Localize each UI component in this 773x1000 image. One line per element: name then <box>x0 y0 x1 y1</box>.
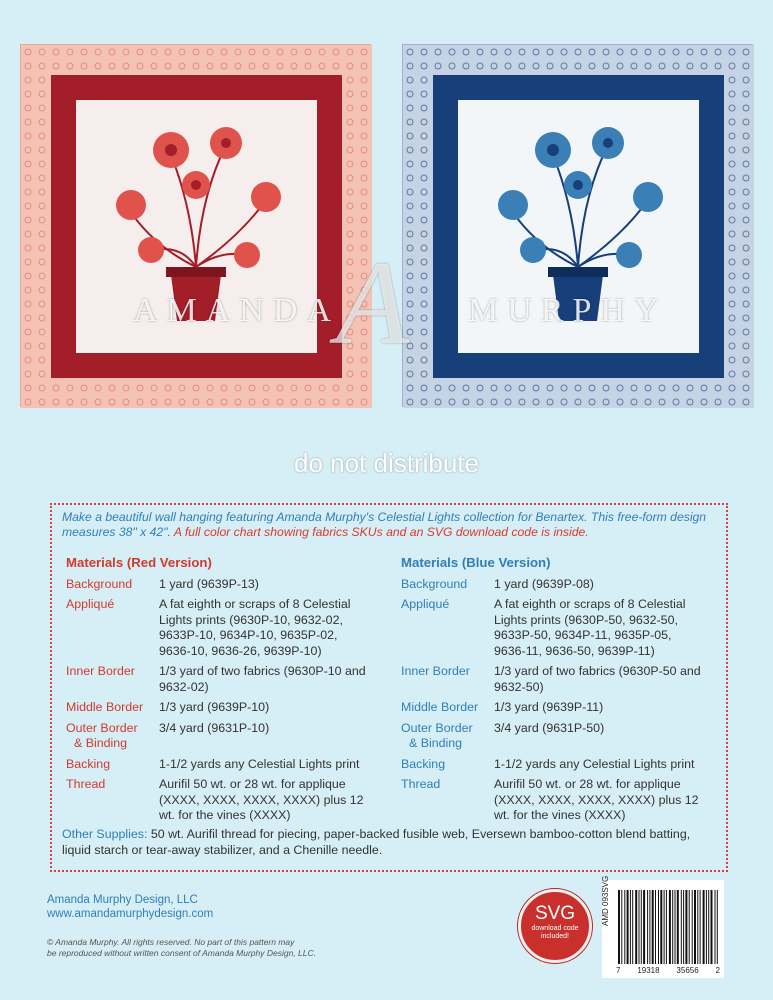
red-label <box>66 721 159 752</box>
red-value: Aurifil 50 wt. or 28 wt. for applique (XXXX, XXXX, XXXX, XXXX) plus 12 wt. for the vines (XXXX) <box>159 777 364 822</box>
red-value: 1 yard (9639P-13) <box>159 576 259 591</box>
blue-label: Middle Border <box>401 700 479 714</box>
materials-blue-title: Materials (Blue Version) <box>401 555 551 570</box>
red-row <box>66 777 369 824</box>
seal-small-2: included! <box>540 933 570 940</box>
blue-value: 3/4 yard (9631P-50) <box>494 720 605 735</box>
red-label: Backing <box>66 756 111 771</box>
blue-label: Inner Border <box>401 664 470 678</box>
company-url[interactable]: www.amandamurphydesign.com <box>47 908 214 920</box>
copyright-line2: be reproduced without written consent of Amanda Murphy Design, LLC. <box>47 948 316 958</box>
red-row <box>66 597 369 659</box>
other-supplies-text: 50 wt. Aurifil thread for piecing, paper-backed fusible web, Eversewn bamboo-cotton blend batting, liquid starch or tear-away stabilizer, and a Chenille needle. <box>62 827 691 857</box>
barcode-digit-2: 19318 <box>637 966 660 975</box>
blue-label-line1: Outer Border <box>401 720 473 735</box>
copyright-line1: © Amanda Murphy. All rights reserved. No part of this pattern may <box>47 937 295 947</box>
red-value: A fat eighth or scraps of 8 Celestial Lights prints (9630P-10, 9632-02, 9633P-10, 9634P-10, 9635P-02, 9636-10, 9636-26, 9639P-10) <box>159 597 351 658</box>
red-label-line1: Outer Border <box>66 720 138 735</box>
materials-red <box>66 555 369 829</box>
do-not-distribute-notice: do not distribute <box>293 448 479 478</box>
barcode-digit-4: 2 <box>715 966 720 975</box>
barcode-sku: AMD 093SVG <box>601 875 610 926</box>
red-value: 3/4 yard (9631P-10) <box>159 720 270 735</box>
blue-value: 1-1/2 yards any Celestial Lights print <box>494 756 695 771</box>
company-info <box>47 893 213 921</box>
blue-value: Aurifil 50 wt. or 28 wt. for applique (XXXX, XXXX, XXXX, XXXX) plus 12 wt. for the vines (XXXX) <box>494 777 699 822</box>
red-value: 1/3 yard of two fabrics (9630P-10 and 9632-02) <box>159 664 366 694</box>
blue-label: Appliqué <box>401 597 450 611</box>
red-row <box>66 700 369 716</box>
blue-label: Backing <box>401 756 446 771</box>
watermark-left: AMANDA <box>133 292 340 329</box>
red-label-line2: & Binding <box>74 736 128 750</box>
red-label: Thread <box>66 777 106 791</box>
blue-row <box>401 721 704 752</box>
red-label: Middle Border <box>66 700 144 714</box>
red-value: 1/3 yard (9639P-10) <box>159 700 270 714</box>
watermark-monogram: A <box>336 236 410 369</box>
materials-blue <box>401 555 704 829</box>
barcode-bars-icon <box>602 880 724 978</box>
red-quilt-image <box>20 44 371 407</box>
red-row <box>66 757 369 773</box>
watermark-right: MURPHY <box>468 292 668 329</box>
blue-row <box>401 597 704 659</box>
red-label: Appliqué <box>66 597 115 611</box>
copyright <box>47 937 316 959</box>
blue-row <box>401 757 704 773</box>
other-supplies <box>62 826 717 858</box>
blue-row <box>401 577 704 593</box>
company-name: Amanda Murphy Design, LLC <box>47 894 198 906</box>
svg-seal-badge <box>518 889 592 963</box>
intro-text <box>62 510 722 540</box>
intro-main: Make a beautiful wall hanging featuring Amanda Murphy's Celestial Lights collection for Benartex. This free-form design measures 38" x 42". <box>62 510 707 539</box>
seal-big: SVG <box>534 903 576 924</box>
blue-label-line2: & Binding <box>409 736 463 750</box>
other-supplies-label: Other Supplies: <box>62 827 148 841</box>
red-value: 1-1/2 yards any Celestial Lights print <box>159 756 360 771</box>
blue-row <box>401 700 704 716</box>
blue-value: 1/3 yard of two fabrics (9630P-50 and 9632-50) <box>494 664 701 694</box>
blue-quilt-image <box>402 44 753 407</box>
seal-small-1: download code <box>531 925 579 932</box>
blue-row <box>401 777 704 824</box>
barcode-digit-1: 7 <box>616 966 621 975</box>
barcode-digits <box>616 966 720 975</box>
barcode-digit-3: 35656 <box>676 966 699 975</box>
blue-value: 1/3 yard (9639P-11) <box>494 700 604 714</box>
blue-label <box>401 721 494 752</box>
red-row <box>66 577 369 593</box>
barcode <box>601 875 724 978</box>
blue-value: 1 yard (9639P-08) <box>494 576 594 591</box>
red-label: Inner Border <box>66 664 135 678</box>
intro-highlight: A full color chart showing fabrics SKUs and an SVG download code is inside. <box>170 525 589 539</box>
red-label: Background <box>66 576 133 591</box>
red-row <box>66 721 369 752</box>
blue-label: Thread <box>401 777 441 791</box>
red-row <box>66 664 369 695</box>
blue-row <box>401 664 704 695</box>
materials-red-title: Materials (Red Version) <box>66 555 212 570</box>
blue-label: Background <box>401 576 468 591</box>
blue-value: A fat eighth or scraps of 8 Celestial Lights prints (9630P-50, 9632-50, 9633P-50, 9634P-11, 9635P-05, 9636-11, 9636-50, 9639P-11) <box>494 597 686 658</box>
